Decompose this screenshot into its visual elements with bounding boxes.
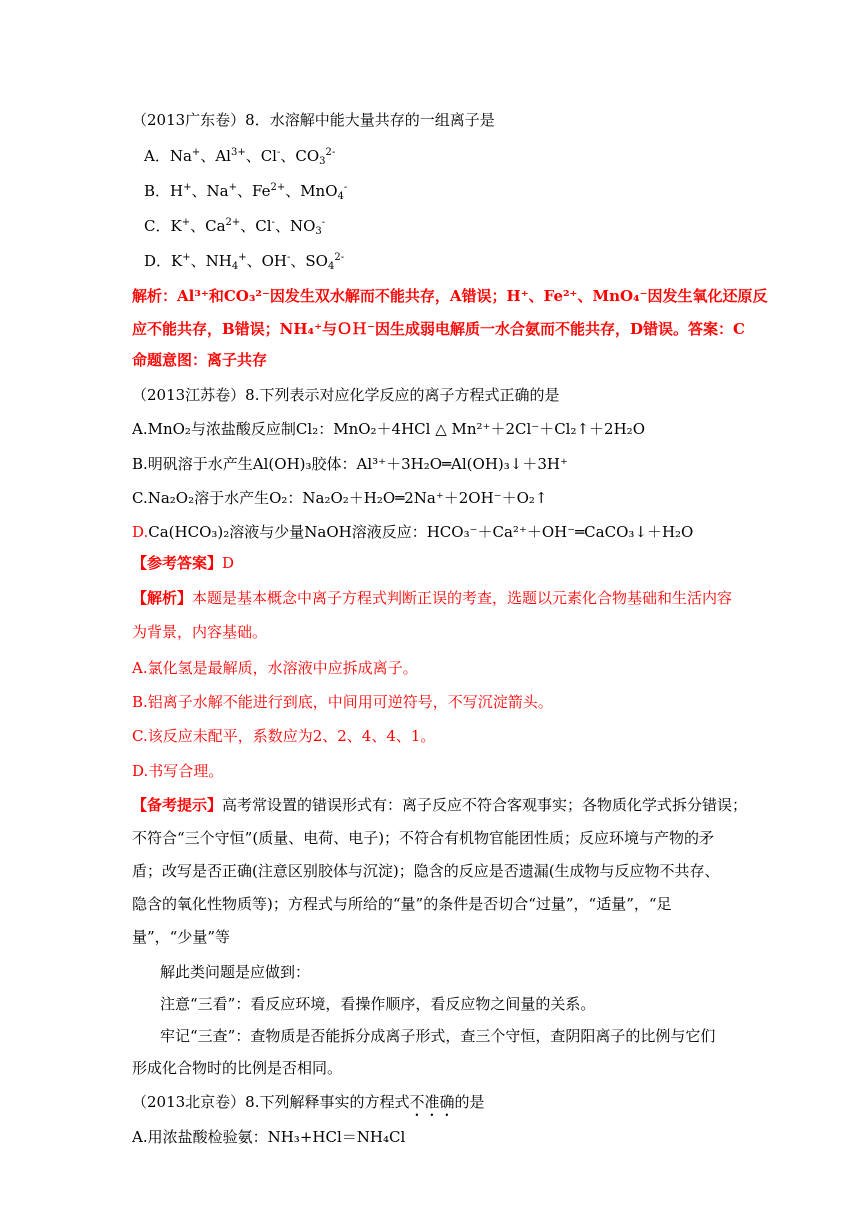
q1-analysis-line2: 应不能共存，B错误；NH₄⁺与ＯＨ⁻因生成弱电解质一水合氨而不能共存，D错误。答案：C	[132, 320, 745, 338]
q1-stem: （2013广东卷）8．水溶解中能大量共存的一组离子是	[132, 111, 495, 129]
q2-stem: （2013江苏卷）8.下列表示对应化学反应的离子方程式正确的是	[132, 386, 560, 404]
q2-analysis-line2: 为背景，内容基础。	[132, 623, 268, 641]
q2-note-d: D.书写合理。	[132, 762, 224, 780]
q3-stem: （2013北京卷）8.下列解释事实的方程式不准确的是	[132, 1093, 485, 1111]
q2-option-b: B.明矾溶于水产生Al(OH)₃胶体：Al³⁺＋3H₂O═Al(OH)₃↓＋3H⁺	[132, 455, 568, 473]
q2-tip-line3: 盾；改写是否正确(注意区别胶体与沉淀)；隐含的反应是否遗漏(生成物与反应物不共存、	[132, 862, 720, 880]
q1-option-c: C．K+、$Ca^{2+}$、Cl-、$NO_3^-$	[144, 217, 326, 237]
q2-tip-line5: 量”，“少量”等	[132, 928, 231, 946]
q2-method-line1: 解此类问题是应做到：	[160, 963, 311, 981]
q2-tip-line4: 隐含的氧化性物质等)；方程式与所给的“量”的条件是否切合“过量”，“适量”，“足	[132, 895, 672, 913]
emphasis-text: 不准确	[409, 1093, 455, 1111]
q2-option-d: D.Ca(HCO₃)₂溶液与少量NaOH溶液反应：HCO₃⁻＋Ca²⁺＋OH⁻═CaCO₃↓＋H₂O	[132, 523, 694, 541]
q2-method-line2: 注意“三看”：看反应环境，看操作顺序，看反应物之间量的关系。	[160, 995, 596, 1013]
q2-answer: 【参考答案】D	[132, 554, 235, 572]
q1-option-b: B．H+、Na+、$Fe^{2+}$、MnO$_4$-	[144, 182, 348, 202]
q3-option-a: A.用浓盐酸检验氨：NH₃+HCl＝NH₄Cl	[132, 1128, 406, 1146]
q2-note-b: B.铝离子水解不能进行到底，中间用可逆符号，不写沉淀箭头。	[132, 693, 553, 711]
q2-tip-line1: 【备考提示】高考常设置的错误形式有：离子反应不符合客观事实；各物质化学式拆分错误；	[132, 796, 748, 814]
q1-option-a: A．Na+、$Al^{3+}$、Cl-、$CO_3^{2-}$	[144, 147, 336, 167]
q2-note-c: C.该反应未配平，系数应为2、2、4、4、1。	[132, 727, 436, 745]
q2-method-line4: 形成化合物时的比例是否相同。	[132, 1059, 343, 1077]
q2-option-a: A.MnO₂与浓盐酸反应制Cl₂：MnO₂＋4HCl △ Mn²⁺＋2Cl⁻＋Cl₂↑＋2H₂O	[132, 420, 645, 438]
q2-note-a: A.氯化氢是最解质，水溶液中应拆成离子。	[132, 659, 418, 677]
q2-tip-line2: 不符合“三个守恒”(质量、电荷、电子)；不符合有机物官能团性质；反应环境与产物的矛	[132, 829, 715, 847]
q1-analysis-line1: 解析：Al³⁺和CO₃²⁻因发生双水解而不能共存，A错误；H⁺、Fe²⁺、MnO₄⁻因发生氧化还原反	[132, 287, 768, 305]
q2-analysis-line1: 【解析】本题是基本概念中离子方程式判断正误的考查，选题以元素化合物基础和生活内容	[132, 589, 733, 607]
q2-option-c: C.Na₂O₂溶于水产生O₂：Na₂O₂＋H₂O═2Na⁺＋2OH⁻＋O₂↑	[132, 489, 548, 507]
q1-intent: 命题意图：离子共存	[132, 351, 268, 369]
q2-method-line3: 牢记“三查”：查物质是否能拆分成离子形式，查三个守恒，查阴阳离子的比例与它们	[160, 1027, 716, 1045]
q1-option-d: D．K+、$NH_4^+$、OH-、$SO_4^{2-}$	[144, 252, 345, 272]
